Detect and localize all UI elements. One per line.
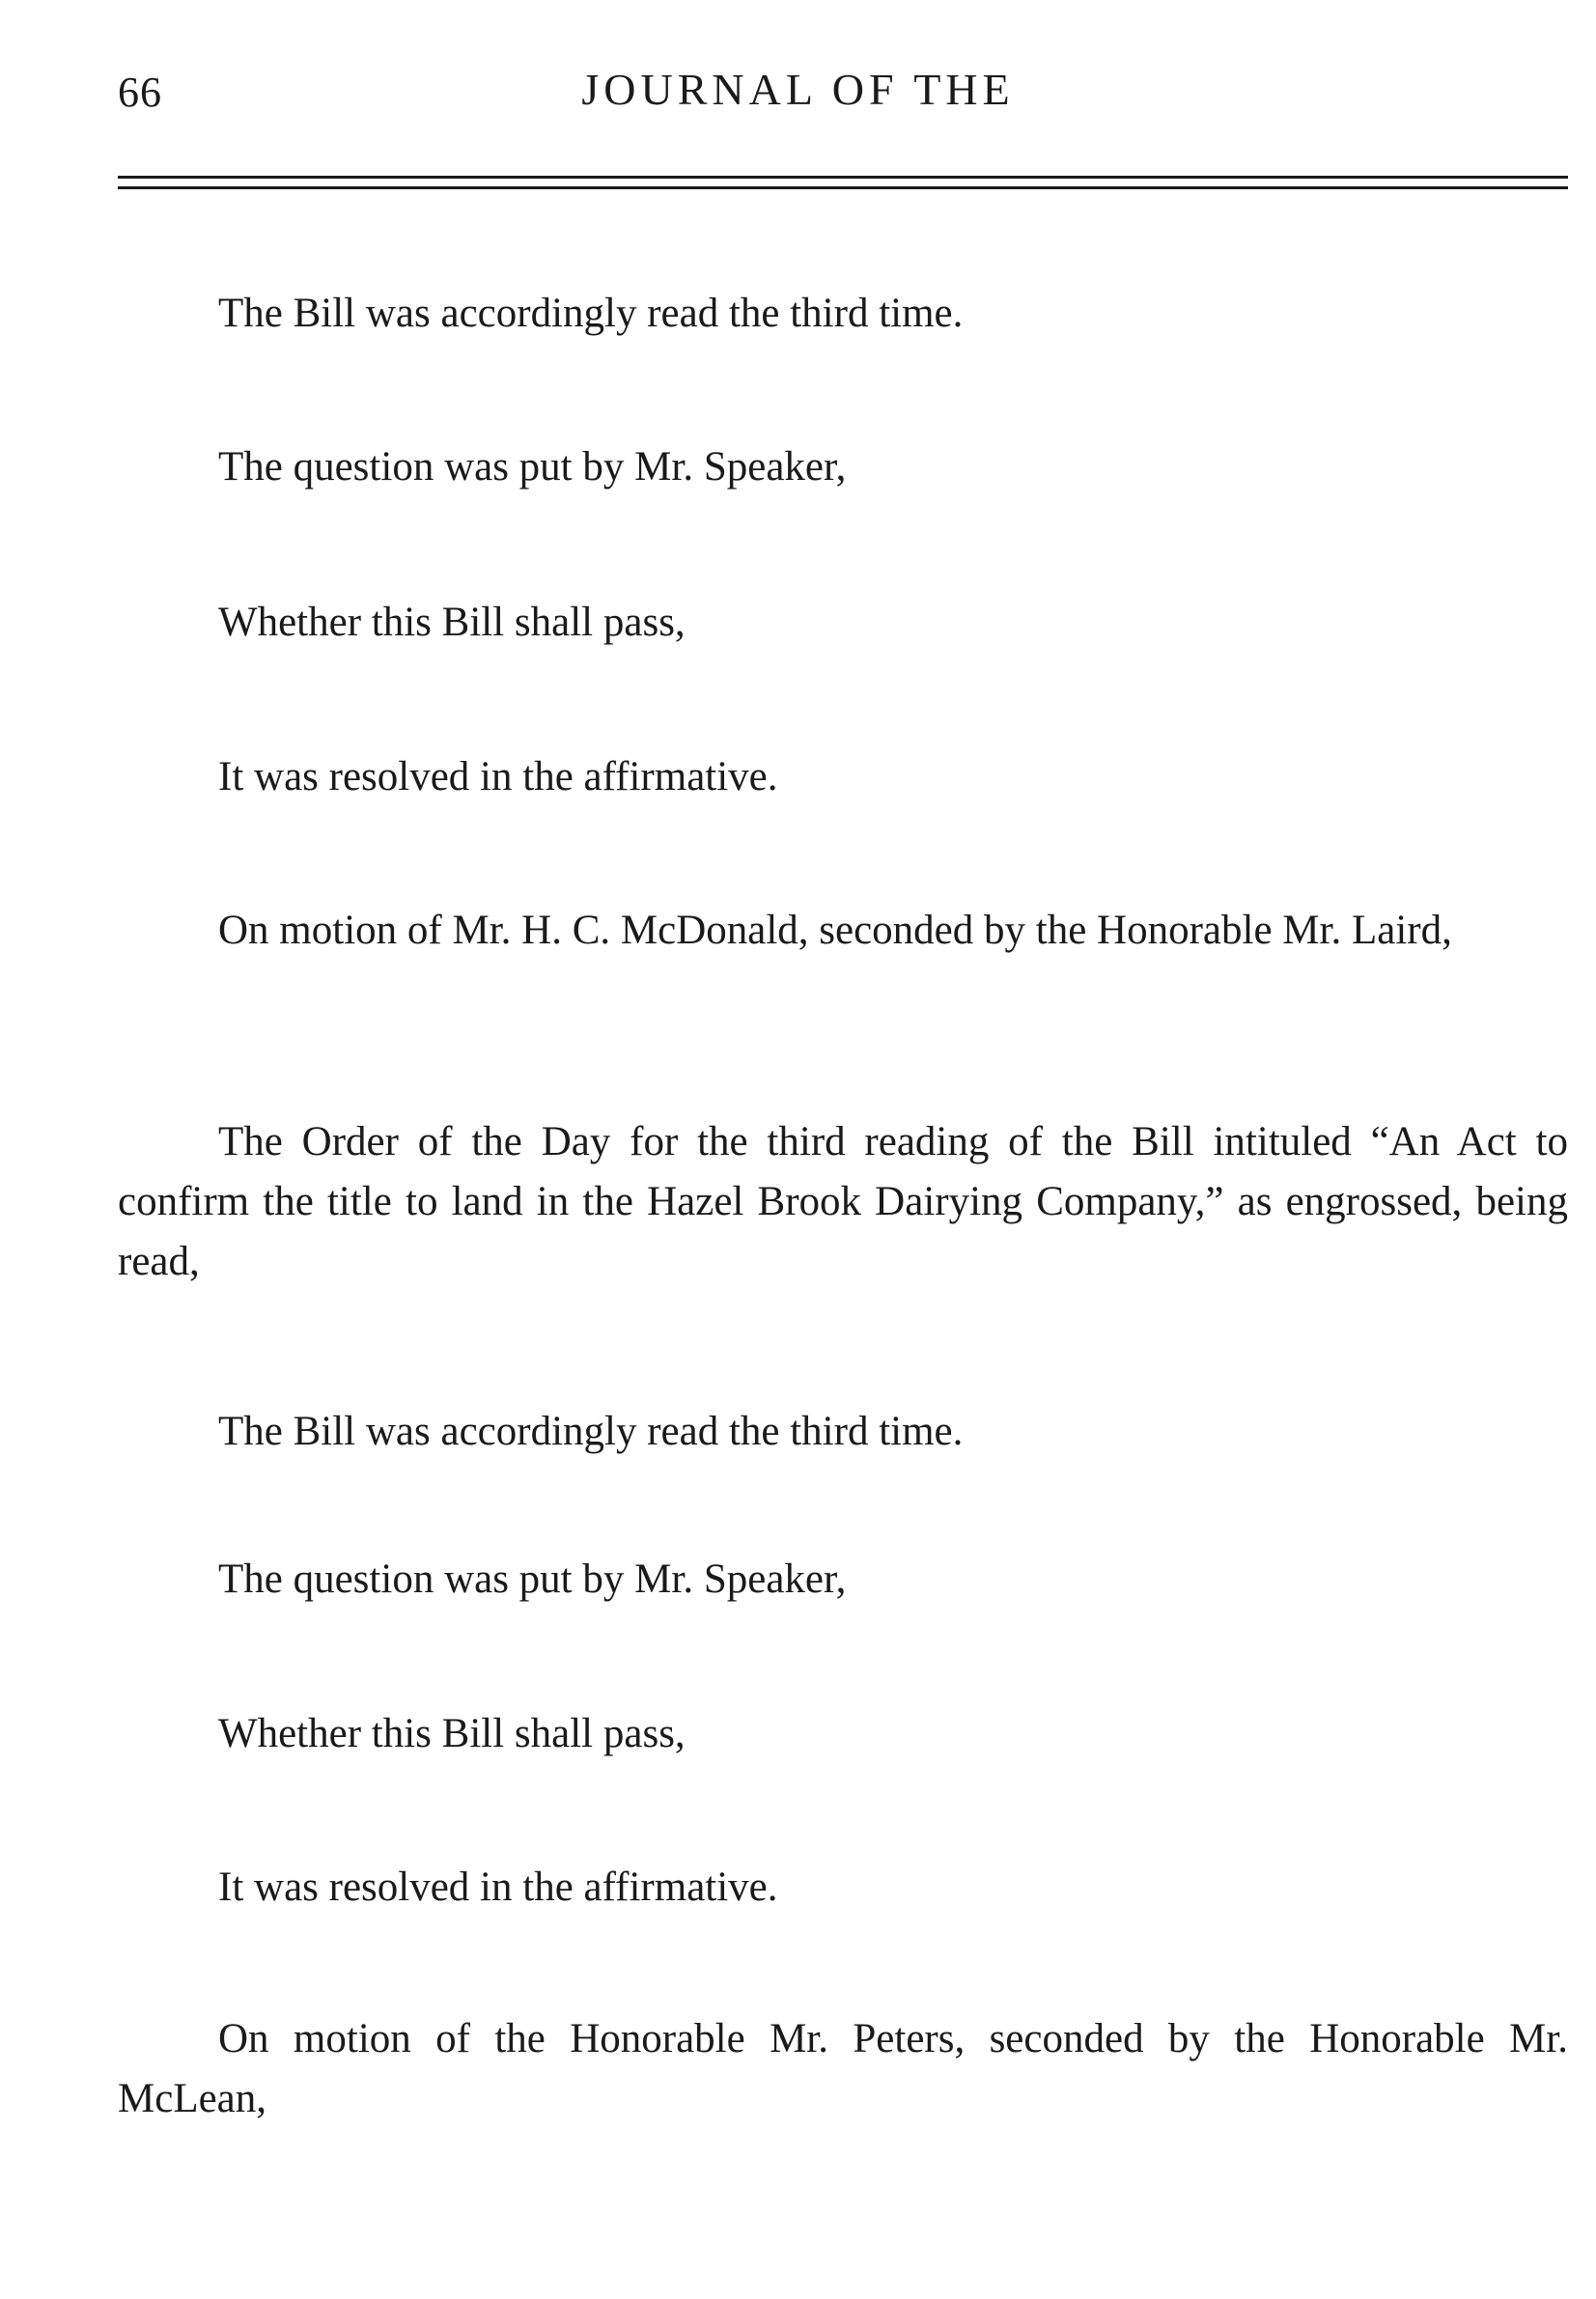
paragraph-third-reading-1: The Bill was accordingly read the third time. (218, 291, 964, 336)
running-title: JOURNAL OF THE (581, 65, 1015, 114)
paragraph-question-put-2: The question was put by Mr. Speaker, (218, 1556, 847, 1602)
header-rule-bottom (118, 186, 1568, 189)
paragraph-question-put-1: The question was put by Mr. Speaker, (218, 444, 847, 490)
paragraph-whether-pass-2: Whether this Bill shall pass, (218, 1711, 686, 1756)
paragraph-third-reading-2: The Bill was accordingly read the third time. (218, 1409, 964, 1454)
paragraph-resolved-2: It was resolved in the affirmative. (218, 1864, 778, 1910)
page-number: 66 (118, 69, 162, 116)
paragraph-motion-mcdonald: On motion of Mr. H. C. McDonald, seconded by the Honorable Mr. Laird, (218, 908, 1452, 953)
paragraph-order-of-the-day: The Order of the Day for the third reading of the Bill intituled “An Act to confirm the title to land in the Hazel Brook Dairying Company,” as engrossed, being read, (118, 1119, 1568, 1284)
paragraph-motion-peters: On motion of the Honorable Mr. Peters, seconded by the Honorable Mr. McLean, (118, 2016, 1568, 2121)
header-rule-top (118, 176, 1568, 179)
paragraph-whether-pass-1: Whether this Bill shall pass, (218, 600, 686, 645)
paragraph-resolved-1: It was resolved in the affirmative. (218, 754, 778, 799)
